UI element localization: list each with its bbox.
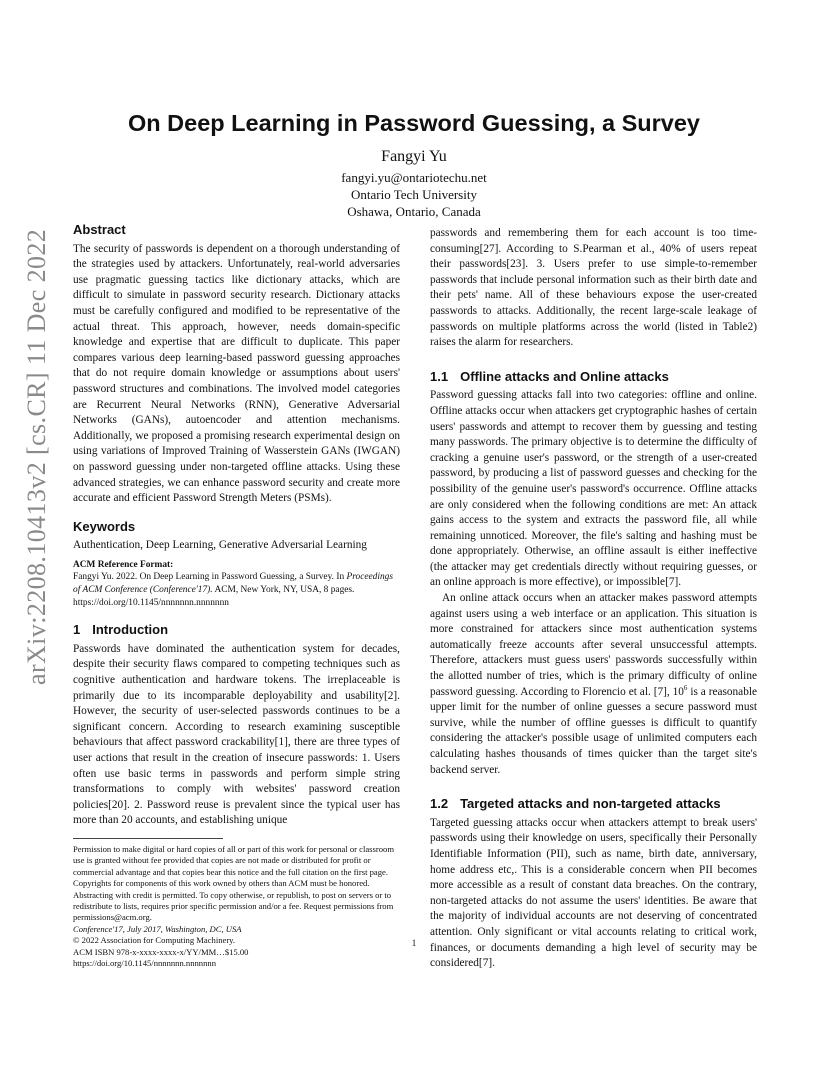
- author-location: Oshawa, Ontario, Canada: [347, 204, 481, 219]
- reference-format-text: [73, 571, 400, 609]
- section-1-1-number: 1.1: [430, 368, 449, 384]
- section-1-2-text: Targeted guessing attacks occur when attackers attempt to break users' passwords using their knowledge on users, specifically their Personally Identifiable Information (PII), such as name, birth date, anniversary, home address etc,. This is a considerable concern when PII becomes more accessible as a result of constant data breaches. On the contrary, non-targeted attacks do not assume the users' identities. Be aware that the majority of individual accounts are not deserving of concentrated attention. Only significant or vital accounts relating to critical work, finances, or documents demanding a high level of security may be considered[7].: [430, 816, 757, 970]
- author-name: Fangyi Yu: [381, 148, 447, 165]
- section-1-1-title: Offline attacks and Online attacks: [460, 368, 669, 384]
- abstract-heading: Abstract: [73, 222, 126, 237]
- paper-title: On Deep Learning in Password Guessing, a Survey: [128, 110, 700, 136]
- keywords-heading: Keywords: [73, 518, 136, 534]
- intro-text: Passwords have dominated the authentication system for decades, despite their security flaws compared to competing techniques such as cognitive authentication and hardware tokens. The irreplaceable is primarily due to its incomparable deployability and usability[2]. However, the security of user-selected passwords continues to be a significant concern. According to research examining susceptible behaviours that affect password crackability[1], there are three types of user actions that result in the creation of insecure passwords: 1. Users often use basic terms in passwords and perform simple string transformations to comply with websites' password creation policies[20]. 2. Password reuse is prevalent since the typical user has more than 20 accounts, and establishing unique: [73, 642, 400, 827]
- section-1-2-number: 1.2: [430, 796, 449, 812]
- intro-continued-text: passwords and remembering them for each account is too time-consuming[27]. According to S.Pearman et al., 40% of users repeat their passwords[23]. 3. Users prefer to use simple-to-remember passwords that include personal information such as their birth date and their pets' name. All of these behaviours expose the user-created passwords to attacks. Additionally, the recent large-scale leakage of passwords on multiple platforms across the world (listed in Table2) raises the alarm for researchers.: [430, 227, 757, 349]
- section-1-2-title: Targeted attacks and non-targeted attacks: [460, 796, 721, 812]
- arxiv-stamp: arXiv:2208.10413v2 [cs.CR] 11 Dec 2022: [22, 228, 51, 685]
- footnote-doi: https://doi.org/10.1145/nnnnnnn.nnnnnnn: [73, 958, 216, 969]
- page-number: 1: [411, 938, 417, 948]
- footnote-copyright: © 2022 Association for Computing Machinery.: [73, 935, 236, 946]
- section-1-1-heading: [430, 369, 757, 385]
- intro-title: Introduction: [92, 622, 169, 638]
- right-column: [430, 226, 757, 972]
- author-affiliation: Ontario Tech University: [351, 187, 477, 202]
- reference-venue: Proceedings of ACM Conference (Conference'17).: [73, 572, 393, 596]
- section-1-1-exponent: 6: [683, 683, 688, 692]
- footnote-permission: Permission to make digital or hard copies of all or part of this work for personal or classroom use is granted without fee provided that copies are not made or distributed for profit or commercial advantage and that copies bear this notice and the full citation on the first page. Copyrights for components of this work owned by others than ACM must be honored. Abstracting with credit is permitted. To copy otherwise, or republish, to post on servers or to redistribute to lists, requires prior specific permission and/or a fee. Request permissions from permissions@acm.org.: [73, 844, 394, 923]
- reference-text-b: ACM, New York, NY, USA, 8 pages. https://doi.org/10.1145/nnnnnnn.nnnnnnn: [73, 585, 355, 608]
- author-block: [0, 147, 828, 220]
- footnote-conference: Conference'17, July 2017, Washington, DC, USA: [73, 923, 242, 934]
- footnote: [73, 838, 400, 969]
- footnote-rule: [73, 838, 223, 839]
- section-1-2-heading: [430, 796, 757, 812]
- section-1-1-para2: [430, 591, 757, 778]
- reference-format-heading: ACM Reference Format:: [73, 559, 174, 570]
- author-email: fangyi.yu@ontariotechu.net: [341, 170, 487, 185]
- section-1-1-para1: Password guessing attacks fall into two categories: offline and online. Offline attacks occur when attackers get cryptographic hashes of certain users' passwords and attempt to recover them by guessing and testing many passwords. The primary objective is to determine the difficulty of cracking a genuine user's password, or the strength of a user-created password, by producing a list of password guesses and checking for the possibility of the genuine user's password's occurrence. Offline attacks are only considered when the following conditions are met: An attack gains access to the system and extracts the password file, all while remaining unnoticed. Moreover, the file's salting and hashing must be done appropriately. Otherwise, an offline assault is either ineffective (the attacker may get credentials directly without requiring guesses, or an online approach is more effective), or impossible[7].: [430, 389, 757, 589]
- footnote-isbn: ACM ISBN 978-x-xxxx-xxxx-x/YY/MM…$15.00: [73, 946, 249, 957]
- abstract-text: The security of passwords is dependent on a thorough understanding of the strategies used by attackers. Unfortunately, real-world adversaries use pragmatic guessing tactics like dictionary attacks, which are difficult to simulate in password security research. Dictionary attacks must be carefully configured and modified to be representative of the actual threat. This approach, however, needs domain-specific knowledge and expertise that are difficult to duplicate. This paper compares various deep learning-based password guessing approaches that do not require domain knowledge or assumptions about users' password structures and combinations. The involved model categories are Recurrent Neural Networks (RNN), Generative Adversarial Networks (GANs), autoencoder and attention mechanisms. Additionally, we proposed a promising research experimental design on using variations of Improved Training of Wasserstein GANs (IWGAN) on password guessing under non-targeted offline attacks. Using these advanced strategies, we can enhance password security and create more accurate and efficient Password Strength Meters (PSMs).: [73, 242, 400, 505]
- reference-text-a: Fangyi Yu. 2022. On Deep Learning in Password Guessing, a Survey. In: [73, 572, 347, 583]
- reference-format: [73, 559, 400, 609]
- intro-heading: [73, 622, 400, 638]
- left-column: [73, 222, 400, 829]
- section-1-1-para2-b: is a reasonable upper limit for the number of online guesses a secure password must survive, while the number of offline guesses is difficult to quantify considering the attacker's possible usage of unlimited computers each calculating hashes thousands of times quicker than the target site's backend server.: [430, 685, 757, 776]
- intro-number: 1: [73, 622, 81, 638]
- section-1-1-para2-a: An online attack occurs when an attacker makes password attempts against users using a web interface or an application. This situation is more constrained for attackers since most authentication systems automatically freeze accounts after several unsuccessful attempts. Therefore, attackers must guess users' passwords successfully within the allotted number of tries, which is the primary difficulty of online password guessing. According to Florencio et al. [7], 10: [430, 592, 757, 698]
- keywords-text: Authentication, Deep Learning, Generative Adversarial Learning: [73, 539, 367, 552]
